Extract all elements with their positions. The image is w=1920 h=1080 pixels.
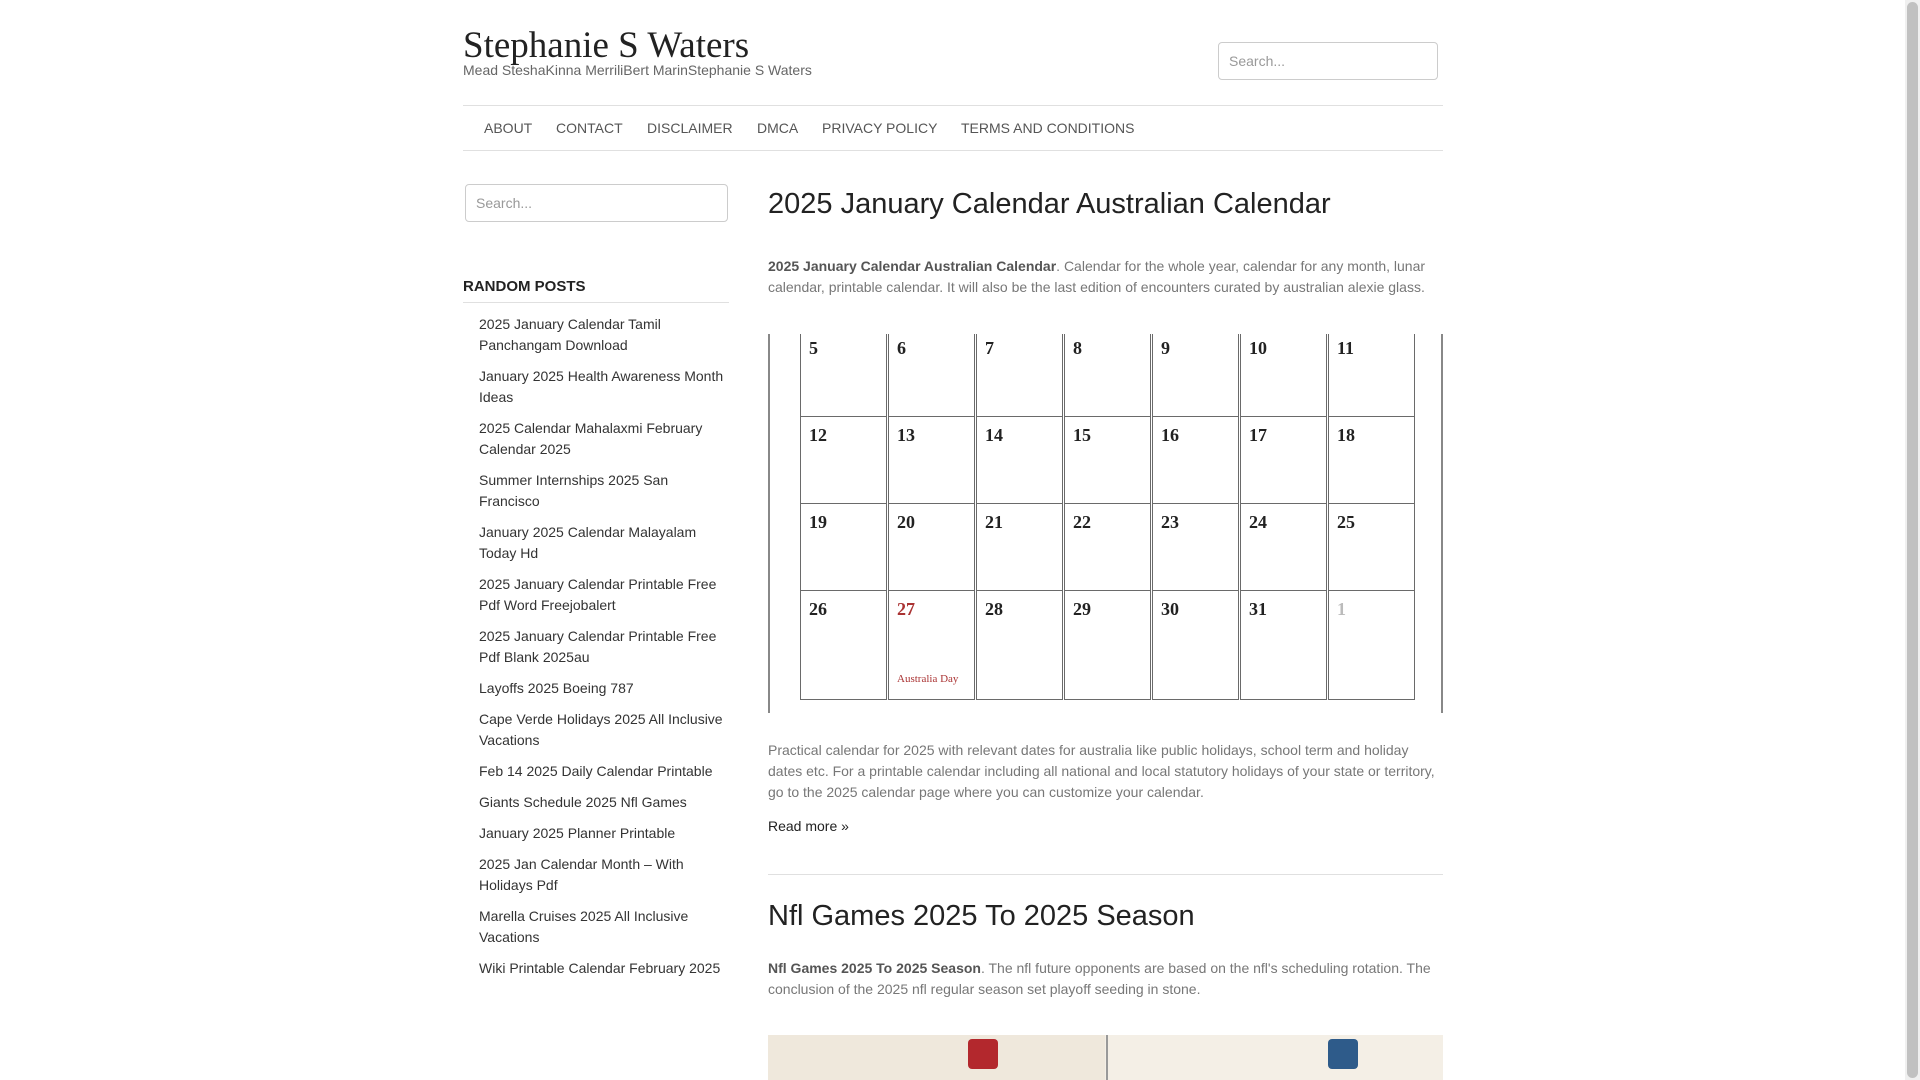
- random-post-link[interactable]: 2025 Calendar Mahalaxmi February Calendar 2025: [479, 420, 703, 457]
- calendar-day-number: 24: [1249, 512, 1267, 532]
- calendar-day-number: 28: [985, 599, 1003, 619]
- random-posts-list: [463, 314, 729, 989]
- calendar-day-number: 21: [985, 512, 1003, 532]
- calendar-day-number: 10: [1249, 338, 1267, 358]
- calendar-day-number: 6: [897, 338, 906, 358]
- nfl-image-divider: [1106, 1035, 1108, 1080]
- scrollbar-thumb[interactable]: [1907, 2, 1918, 1078]
- calendar-day-cell: [800, 503, 887, 591]
- site-description: Mead SteshaKinna MerriliBert MarinStephanie S Waters: [463, 62, 812, 78]
- random-post-link[interactable]: Marella Cruises 2025 All Inclusive Vacations: [479, 908, 689, 945]
- calendar-day-cell: [1328, 590, 1415, 700]
- calendar-day-number: 30: [1161, 599, 1179, 619]
- calendar-day-cell: [1064, 503, 1151, 591]
- calendar-day-number: 1: [1337, 599, 1346, 619]
- calendar-day-number: 31: [1249, 599, 1267, 619]
- nav-about[interactable]: ABOUT: [484, 120, 533, 136]
- calendar-day-number: 11: [1337, 338, 1355, 358]
- calendar-day-number: 23: [1161, 512, 1179, 532]
- calendar-day-cell: [1240, 503, 1327, 591]
- nfl-image-left-panel: [768, 1035, 1105, 1080]
- calendar-day-number: 12: [809, 425, 827, 445]
- calendar-day-cell: [1064, 416, 1151, 504]
- team-logo-icon: [1328, 1039, 1358, 1069]
- nav-privacy-policy[interactable]: PRIVACY POLICY: [822, 120, 938, 136]
- calendar-day-cell: [1328, 503, 1415, 591]
- random-post-link[interactable]: Giants Schedule 2025 Nfl Games: [479, 794, 687, 810]
- calendar-day-cell: [976, 416, 1063, 504]
- random-post-link[interactable]: 2025 January Calendar Printable Free Pdf Word Freejobalert: [479, 576, 717, 613]
- calendar-day-cell: [976, 590, 1063, 700]
- calendar-day-number: 20: [897, 512, 915, 532]
- calendar-day-cell: [888, 334, 975, 417]
- site-title[interactable]: Stephanie S Waters: [463, 25, 750, 66]
- random-post-link[interactable]: Wiki Printable Calendar February 2025: [479, 960, 721, 976]
- calendar-day-cell: [800, 590, 887, 700]
- calendar-day-cell: [800, 416, 887, 504]
- calendar-day-number: 16: [1161, 425, 1179, 445]
- nav-contact[interactable]: CONTACT: [556, 120, 623, 136]
- calendar-day-number: 25: [1337, 512, 1355, 532]
- calendar-day-cell: [1064, 334, 1151, 417]
- post-title[interactable]: Nfl Games 2025 To 2025 Season: [768, 900, 1195, 932]
- calendar-day-cell: [1240, 590, 1327, 700]
- team-logo-icon: [968, 1039, 998, 1069]
- calendar-day-number: 13: [897, 425, 915, 445]
- calendar-day-cell: [888, 590, 975, 700]
- calendar-day-cell: [888, 416, 975, 504]
- nav-disclaimer[interactable]: DISCLAIMER: [647, 120, 733, 136]
- calendar-day-cell: [1152, 416, 1239, 504]
- calendar-day-number: 9: [1161, 338, 1170, 358]
- post-body: Practical calendar for 2025 with relevant dates for australia like public holidays, school term and holiday dates etc. For a printable calendar including all national and local statutory holidays of your state or territory, go to the 2025 calendar page where you can customize your calendar.: [768, 742, 1435, 800]
- calendar-day-number: 8: [1073, 338, 1082, 358]
- random-post-link[interactable]: January 2025 Calendar Malayalam Today Hd: [479, 524, 697, 561]
- post-title[interactable]: 2025 January Calendar Australian Calendar: [768, 188, 1331, 220]
- header-search-input[interactable]: Search...: [1218, 42, 1438, 80]
- post-intro-text: . The nfl future opponents are based on the nfl's scheduling rotation. The conclusion of the 2025 nfl regular season set playoff seeding in stone.: [768, 960, 1431, 997]
- random-post-link[interactable]: 2025 Jan Calendar Month – With Holidays Pdf: [479, 856, 684, 893]
- random-post-link[interactable]: Cape Verde Holidays 2025 All Inclusive Vacations: [479, 711, 723, 748]
- calendar-day-number: 27: [897, 599, 915, 619]
- calendar-day-cell: [1152, 503, 1239, 591]
- calendar-day-cell: [1152, 590, 1239, 700]
- calendar-day-cell: [976, 334, 1063, 417]
- random-post-link[interactable]: 2025 January Calendar Tamil Panchangam Download: [479, 316, 661, 353]
- calendar-day-cell: [1152, 334, 1239, 417]
- calendar-day-cell: [888, 503, 975, 591]
- random-post-link[interactable]: Feb 14 2025 Daily Calendar Printable: [479, 763, 713, 779]
- random-post-link[interactable]: 2025 January Calendar Printable Free Pdf Blank 2025au: [479, 628, 717, 665]
- page-scrollbar[interactable]: [1905, 0, 1920, 1080]
- nav-terms-and-conditions[interactable]: TERMS AND CONDITIONS: [961, 120, 1135, 136]
- calendar-day-cell: [1240, 334, 1327, 417]
- calendar-day-number: 29: [1073, 599, 1091, 619]
- nav-dmca[interactable]: DMCA: [757, 120, 799, 136]
- post-intro-text: . Calendar for the whole year, calendar for any month, lunar calendar, printable calendar. It will also be the last edition of encounters curated by australian alexie glass.: [768, 258, 1426, 295]
- random-post-link[interactable]: January 2025 Health Awareness Month Ideas: [479, 368, 724, 405]
- sidebar-search-input[interactable]: Search...: [465, 184, 728, 222]
- holiday-label: Australia Day: [897, 673, 959, 685]
- post-divider: [768, 874, 1443, 875]
- calendar-day-number: 7: [985, 338, 994, 358]
- random-post-link[interactable]: Layoffs 2025 Boeing 787: [479, 680, 634, 696]
- post-intro-bold: 2025 January Calendar Australian Calendar: [768, 258, 1057, 274]
- calendar-day-number: 5: [809, 338, 818, 358]
- calendar-day-cell: [1328, 334, 1415, 417]
- calendar-day-cell: [1064, 590, 1151, 700]
- random-post-link[interactable]: Summer Internships 2025 San Francisco: [479, 472, 669, 509]
- calendar-day-number: 14: [985, 425, 1003, 445]
- calendar-day-number: 26: [809, 599, 827, 619]
- calendar-day-cell: [1328, 416, 1415, 504]
- calendar-day-cell: [1240, 416, 1327, 504]
- random-post-link[interactable]: January 2025 Planner Printable: [479, 825, 676, 841]
- random-posts-heading: RANDOM POSTS: [463, 278, 729, 303]
- calendar-day-number: 17: [1249, 425, 1267, 445]
- main-navigation: [463, 105, 1443, 151]
- calendar-day-number: 15: [1073, 425, 1091, 445]
- post-intro: [768, 958, 1443, 1000]
- calendar-day-number: 18: [1337, 425, 1355, 445]
- post-intro-bold: Nfl Games 2025 To 2025 Season: [768, 960, 981, 976]
- calendar-day-cell: [800, 334, 887, 417]
- nfl-schedule-image[interactable]: [768, 1035, 1443, 1080]
- calendar-day-cell: [976, 503, 1063, 591]
- calendar-day-number: 22: [1073, 512, 1091, 532]
- calendar-image[interactable]: [768, 334, 1443, 713]
- read-more-link[interactable]: Read more »: [768, 818, 849, 834]
- post-intro: [768, 256, 1443, 298]
- calendar-day-number: 19: [809, 512, 827, 532]
